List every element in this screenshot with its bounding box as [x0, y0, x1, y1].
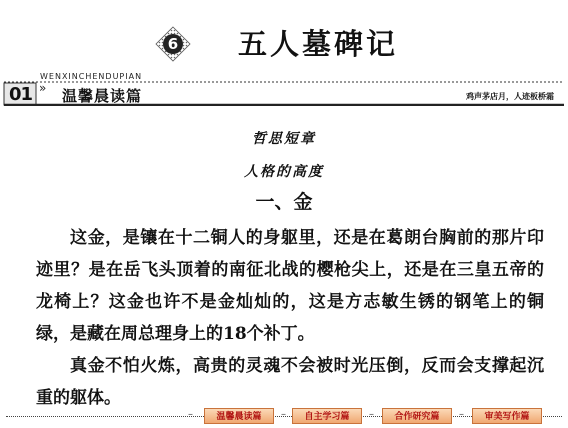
nav-button-cooperative-study[interactable]: 合作研究篇	[382, 408, 452, 424]
lesson-number-badge	[155, 26, 191, 62]
lesson-title: 五人墓碑记	[238, 27, 399, 61]
lesson-number: 6	[167, 35, 179, 53]
section-pinyin: WENXINCHENDUPIAN	[40, 72, 143, 81]
separator: –	[281, 409, 286, 420]
separator: –	[188, 409, 193, 420]
lesson-header	[0, 0, 568, 72]
section-number: 01	[9, 84, 33, 105]
nav-button-morning-reading[interactable]: 温馨晨读篇	[204, 408, 274, 424]
article-body	[36, 222, 544, 414]
article-heading: 一、金	[255, 191, 313, 213]
double-chevron-icon: »	[39, 81, 47, 95]
section-name: 温馨晨读篇	[62, 87, 143, 105]
footer-nav	[0, 404, 568, 428]
paragraph: 真金不怕火炼，高贵的灵魂不会被时光压倒，反而会支撑起沉重的躯体。	[36, 356, 544, 408]
nav-button-aesthetic-writing[interactable]: 审美写作篇	[472, 408, 542, 424]
nav-button-self-study[interactable]: 自主学习篇	[292, 408, 362, 424]
section-tagline: 鸡声茅店月，人迹板桥霜	[466, 92, 554, 101]
paragraph: 这金，是镶在十二铜人的身躯里，还是在葛朗台胸前的那片印迹里？是在岳飞头顶着的南征北战的樱枪尖上，还是在三皇五帝的龙椅上？这金也许不是金灿灿的，这是方志敏生锈的钢笔上的铜绿，是藏在周总理身上的18个补丁。	[36, 228, 544, 344]
article-subtitle: 人格的高度	[244, 164, 324, 180]
article-kicker: 哲思短章	[252, 131, 316, 147]
separator: –	[459, 409, 464, 420]
separator: –	[369, 409, 374, 420]
